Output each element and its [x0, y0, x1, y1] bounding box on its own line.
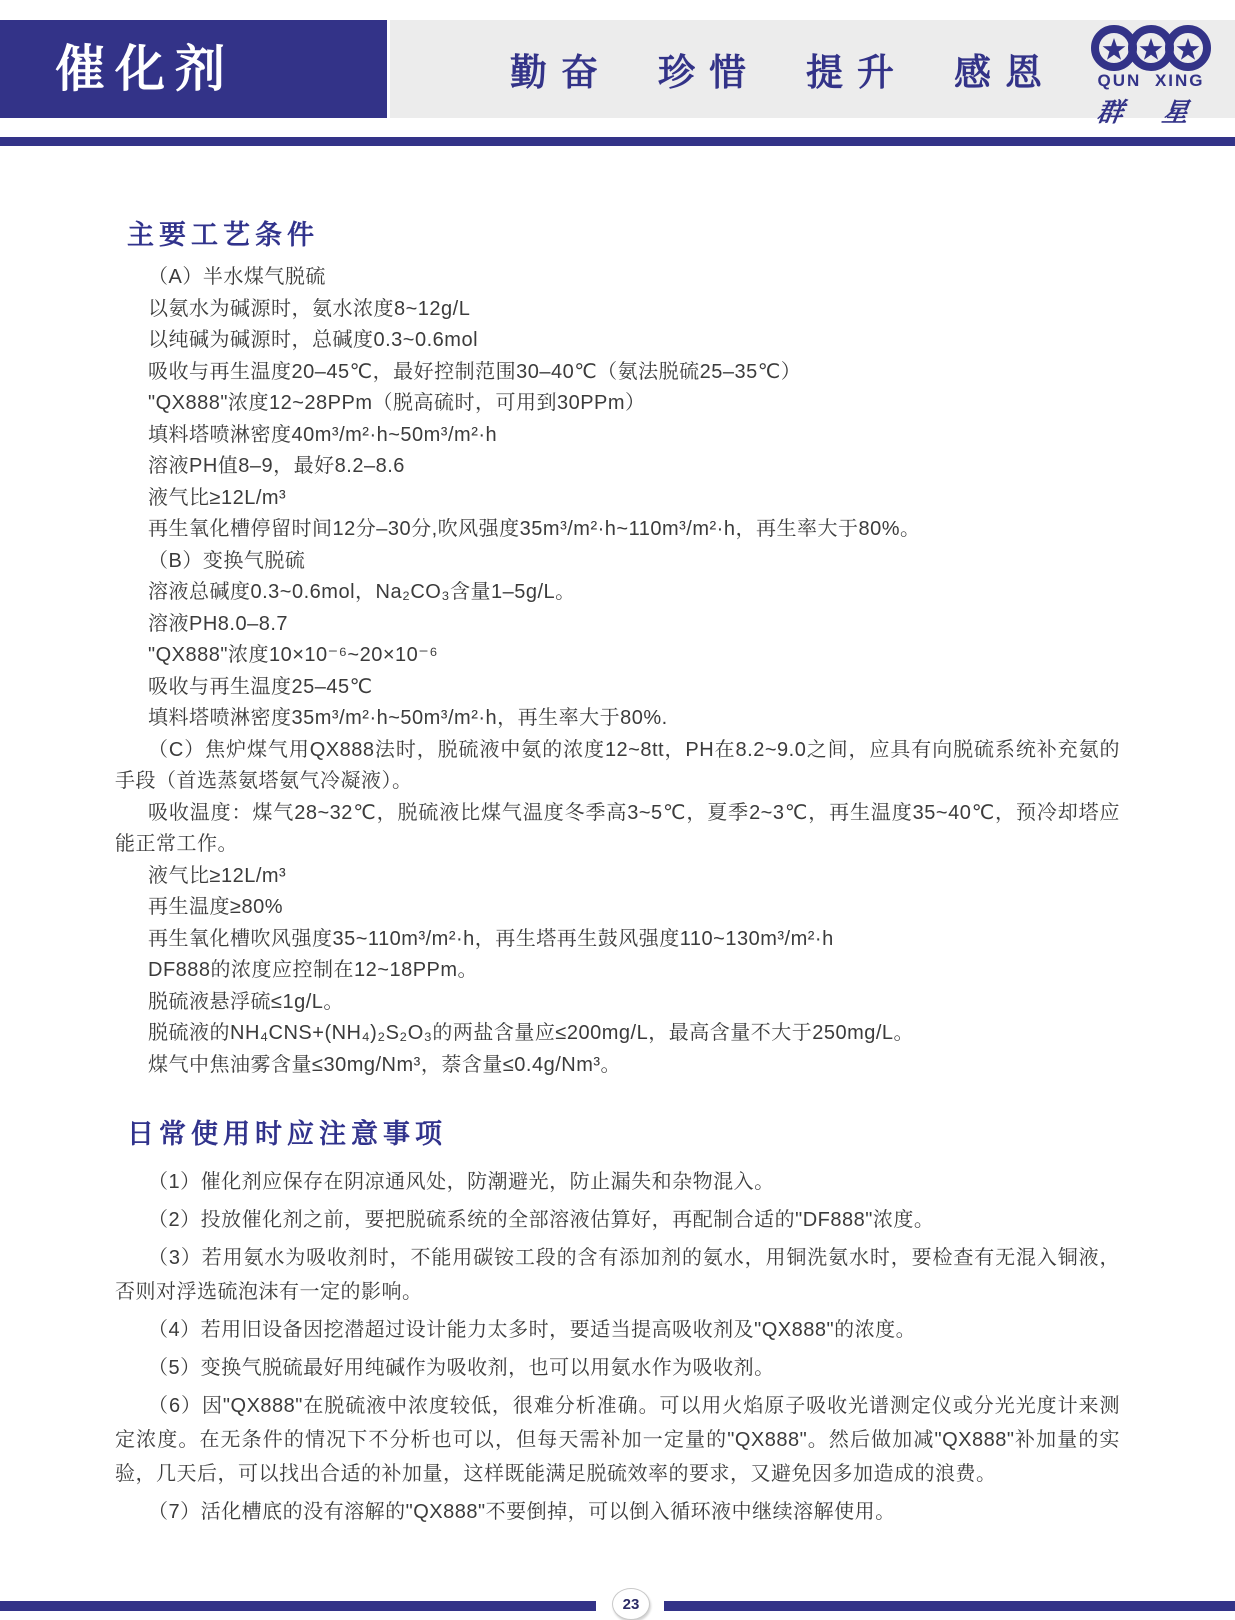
body-paragraph: DF888的浓度应控制在12~18PPm。: [148, 959, 479, 981]
note-paragraph: （5）变换气脱硫最好用纯碱作为吸收剂，也可以用氨水作为吸收剂。: [148, 1357, 775, 1379]
section-heading-daily-use-notes: 日常使用时应注意事项: [127, 1119, 447, 1149]
body-paragraph: （A）半水煤气脱硫: [148, 266, 326, 288]
slogan-word: 珍惜: [658, 52, 760, 93]
body-paragraph: 以氨水为碱源时，氨水浓度8~12g/L: [148, 297, 471, 320]
note-paragraph: （3）若用氨水为吸收剂时，不能用碳铵工段的含有添加剂的氨水，用铜洗氨水时，要检查有无混入铜液，否则对浮选硫泡沫有一定的影响。: [115, 1247, 1120, 1303]
header-divider: [0, 137, 1235, 146]
page-number-badge: [612, 1588, 650, 1620]
note-paragraph: （1）催化剂应保存在阴凉通风处，防潮避光，防止漏失和杂物混入。: [148, 1171, 775, 1193]
body-paragraph: 以纯碱为碱源时，总碱度0.3~0.6mol: [148, 329, 479, 351]
body-paragraph: 吸收温度：煤气28~32℃，脱硫液比煤气温度冬季高3~5℃，夏季2~3℃，再生温度35~40℃，预冷却塔应能正常工作。: [115, 801, 1120, 855]
body-paragraph: 溶液总碱度0.3~0.6mol，Na₂CO₃含量1–5g/L。: [148, 581, 576, 603]
logo-chinese-text: 群 星: [1095, 97, 1207, 127]
daily-use-notes-paragraphs: [115, 1165, 1120, 1529]
note-paragraph: （6）因"QX888"在脱硫液中浓度较低，很难分析准确。可以用火焰原子吸收光谱测定仪或分光光度计来测定浓度。在无条件的情况下不分析也可以，但每天需补加一定量的"QX888"。然后做加减"QX888"补加量的实验，几天后，可以找出合适的补加量，这样既能满足脱硫效率的要求，又避免因多加造成的浪费。: [115, 1395, 1120, 1485]
body-paragraph: 溶液PH8.0–8.7: [148, 612, 289, 635]
body-paragraph: 再生温度≥80%: [148, 896, 284, 918]
body-paragraph: （B）变换气脱硫: [148, 549, 306, 572]
note-paragraph: （4）若用旧设备因挖潜超过设计能力太多时，要适当提高吸收剂及"QX888"的浓度。: [148, 1319, 917, 1341]
note-paragraph: （2）投放催化剂之前，要把脱硫系统的全部溶液估算好，再配制合适的"DF888"浓度。: [148, 1209, 935, 1231]
logo-latin-text: QUN XING: [1097, 71, 1205, 90]
slogan-list: [510, 20, 1056, 118]
qunxing-logo: [1085, 24, 1217, 129]
process-conditions-paragraphs: [115, 262, 1120, 1081]
body-paragraph: "QX888"浓度10×10⁻⁶~20×10⁻⁶: [148, 644, 439, 666]
body-paragraph: 再生氧化槽吹风强度35~110m³/m²·h，再生塔再生鼓风强度110~130m³/m²·h: [148, 927, 834, 950]
body-paragraph: 溶液PH值8–9，最好8.2–8.6: [148, 455, 405, 477]
document-body: [115, 218, 1120, 1533]
slogan-word: 感恩: [954, 52, 1056, 93]
body-paragraph: 脱硫液悬浮硫≤1g/L。: [148, 990, 344, 1013]
header-slogan-bar: [390, 20, 1235, 127]
body-paragraph: 填料塔喷淋密度40m³/m²·h~50m³/m²·h: [148, 423, 498, 446]
note-paragraph: （7）活化槽底的没有溶解的"QX888"不要倒掉，可以倒入循环液中继续溶解使用。: [148, 1501, 896, 1523]
page-number: 23: [622, 1595, 640, 1613]
body-paragraph: 吸收与再生温度25–45℃: [148, 675, 373, 698]
slogan-word: 提升: [806, 52, 908, 93]
body-paragraph: 吸收与再生温度20–45℃，最好控制范围30–40℃（氨法脱硫25–35℃）: [148, 360, 802, 383]
body-paragraph: 再生氧化槽停留时间12分–30分,吹风强度35m³/m²·h~110m³/m²·h，再生率大于80%。: [148, 518, 921, 540]
body-paragraph: "QX888"浓度12~28PPm（脱高硫时，可用到30PPm）: [148, 392, 646, 414]
section-heading-process-conditions: 主要工艺条件: [127, 220, 319, 250]
body-paragraph: （C）焦炉煤气用QX888法时，脱硫液中氨的浓度12~8tt，PH在8.2~9.0之间，应具有向脱硫系统补充氨的手段（首选蒸氨塔氨气冷凝液）。: [115, 738, 1120, 792]
body-paragraph: 脱硫液的NH₄CNS+(NH₄)₂S₂O₃的两盐含量应≤200mg/L，最高含量不大于250mg/L。: [148, 1022, 915, 1044]
body-paragraph: 填料塔喷淋密度35m³/m²·h~50m³/m²·h，再生率大于80%.: [148, 707, 668, 729]
body-paragraph: 液气比≥12L/m³: [148, 486, 287, 509]
body-paragraph: 液气比≥12L/m³: [148, 864, 287, 887]
logo-rings-icon: [1090, 24, 1212, 72]
slogan-word: 勤奋: [510, 52, 612, 93]
body-paragraph: 煤气中焦油雾含量≤30mg/Nm³，萘含量≤0.4g/Nm³。: [148, 1053, 622, 1076]
page-title: 催化剂: [55, 41, 235, 97]
header-title-bar: [0, 20, 387, 118]
